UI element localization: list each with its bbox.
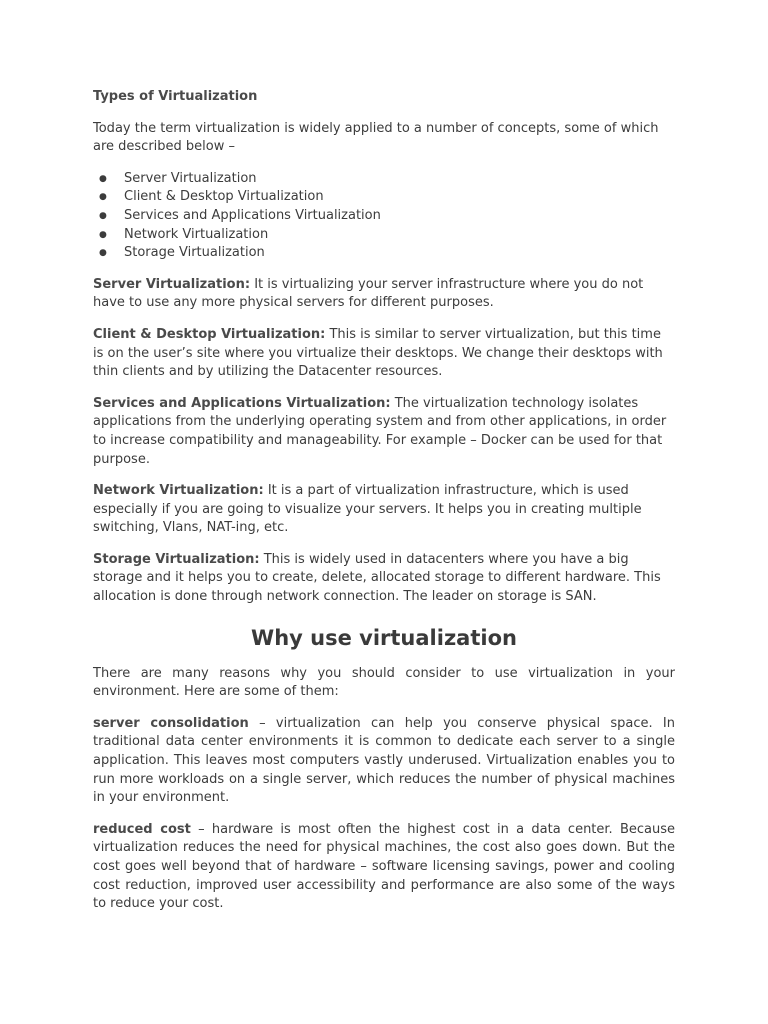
list-item [93,244,675,263]
definition-storage [93,551,675,607]
bullet-icon: ● [99,192,107,203]
list-item-label: Client & Desktop Virtualization [124,189,324,205]
definition-term: Storage Virtualization: [93,551,260,567]
definition-term: Client & Desktop Virtualization: [93,326,326,342]
list-item [93,170,675,189]
list-item [93,207,675,226]
list-item-label: Network Virtualization [124,226,269,242]
list-item [93,188,675,207]
definition-term: Network Virtualization: [93,483,264,499]
intro-paragraph: Today the term virtualization is widely applied to a number of concepts, some of which are described below – [93,120,659,155]
why-intro-paragraph: There are many reasons why you should consider to use virtualization in your environment. Here are some of them: [93,665,675,700]
list-item-label: Services and Applications Virtualization [124,207,381,223]
list-item [93,226,675,245]
reason-text: – hardware is most often the highest cost in a data center. Because virtualization reduces the need for physical machines, the cost also goes down. But the cost goes well beyond that of hardware – software licensing savings, power and cooling cost reduction, improved user accessibility and performance are also some of the ways to reduce your cost. [93,821,675,912]
definition-term: Services and Applications Virtualization: [93,395,391,411]
virtualization-types-list [93,170,675,263]
definition-text: This is similar to server virtualization, but this time is on the user’s site where you virtualize their desktops. We change their desktops with thin clients and by utilizing the Datacenter resources. [93,326,663,380]
definition-network [93,482,675,538]
why-heading: Why use virtualization [251,625,517,650]
definition-services-applications [93,395,675,469]
reason-term: reduced cost [93,821,191,837]
document-page [93,88,675,927]
definition-server [93,276,675,313]
bullet-icon: ● [99,229,107,240]
reason-text: – virtualization can help you conserve physical space. In traditional data center environments it is common to dedicate each server to a single application. This leaves most computers vastly underused. Virtualization enables you to run more workloads on a single server, which reduces the number of physical machines in your environment. [93,715,675,806]
list-item-label: Server Virtualization [124,170,257,186]
definition-client-desktop [93,326,675,382]
reason-term: server consolidation [93,715,249,731]
definition-text: The virtualization technology isolates applications from the underlying operating system and from other applications, in order to increase compatibility and manageability. For example – Docker can be used for that purpose. [93,395,667,467]
definition-text: It is virtualizing your server infrastructure where you do not have to use any more physical servers for different purposes. [93,276,644,311]
bullet-icon: ● [99,173,107,184]
list-item-label: Storage Virtualization [124,245,265,261]
reason-reduced-cost [93,821,675,914]
definition-text: This is widely used in datacenters where you have a big storage and it helps you to create, delete, allocated storage to different hardware. This allocation is done through network connection. The leader on storage is SAN. [93,551,661,605]
section-heading: Types of Virtualization [93,89,258,104]
reason-server-consolidation [93,715,675,808]
definition-text: It is a part of virtualization infrastructure, which is used especially if you are going to visualize your servers. It helps you in creating multiple switching, Vlans, NAT-ing, etc. [93,483,642,536]
bullet-icon: ● [99,248,107,259]
bullet-icon: ● [99,210,107,221]
definition-term: Server Virtualization: [93,276,251,292]
